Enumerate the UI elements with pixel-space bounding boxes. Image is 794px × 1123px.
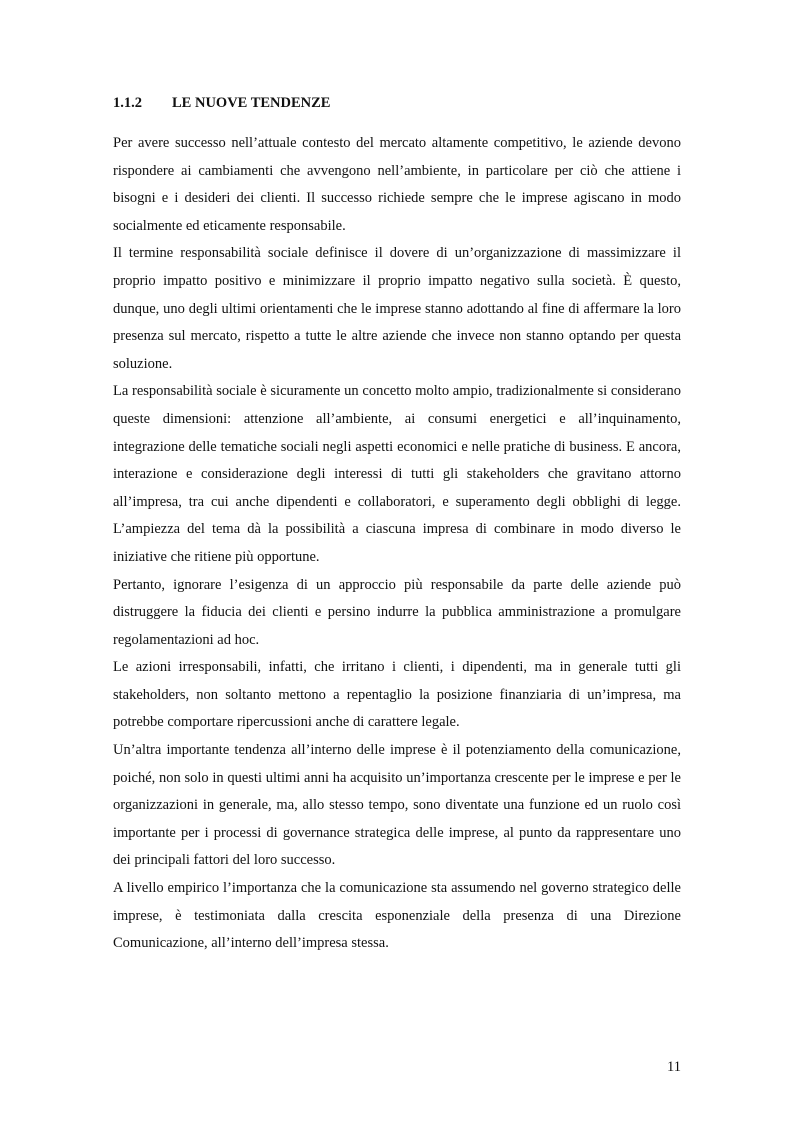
page-number: 11 bbox=[667, 1059, 681, 1075]
paragraph: La responsabilità sociale è sicuramente un concetto molto ampio, tradizionalmente si considerano queste dimensioni: attenzione all’ambiente, ai consumi energetici e all’inquinamento, integrazione delle tematiche sociali negli aspetti economici e nelle pratiche di business. E ancora, interazione e considerazione degli interessi di tutti gli stakeholders che gravitano attorno all’impresa, tra cui anche dipendenti e collaboratori, e superamento degli obblighi di legge. L’ampiezza del tema dà la possibilità a ciascuna impresa di combinare in modo diverso le iniziative che ritiene più opportune. bbox=[113, 383, 681, 565]
paragraph: Per avere successo nell’attuale contesto del mercato altamente competitivo, le aziende devono rispondere ai cambiamenti che avvengono nell’ambiente, in particolare per ciò che attiene i bisogni e i desideri dei clienti. Il successo richiede sempre che le imprese agiscano in modo socialmente ed eticamente responsabile. bbox=[113, 135, 681, 234]
section-title: LE NUOVE TENDENZE bbox=[172, 95, 331, 111]
body-text bbox=[113, 130, 681, 958]
section-heading bbox=[113, 92, 681, 114]
paragraph: A livello empirico l’importanza che la comunicazione sta assumendo nel governo strategico delle imprese, è testimoniata dalla crescita esponenziale della presenza di una Direzione Comunicazione, all’interno dell’impresa stessa. bbox=[113, 880, 681, 952]
section-number: 1.1.2 bbox=[113, 95, 142, 111]
paragraph: Pertanto, ignorare l’esigenza di un approccio più responsabile da parte delle aziende può distruggere la fiducia dei clienti e persino indurre la pubblica amministrazione a promulgare regolamentazioni ad hoc. bbox=[113, 576, 681, 648]
paragraph: Il termine responsabilità sociale definisce il dovere di un’organizzazione di massimizzare il proprio impatto positivo e minimizzare il proprio impatto negativo sulla società. È questo, dunque, uno degli ultimi orientamenti che le imprese stanno adottando al fine di affermare la loro presenza sul mercato, rispetto a tutte le altre aziende che invece non stanno optando per questa soluzione. bbox=[113, 245, 681, 372]
paragraph: Un’altra importante tendenza all’interno delle imprese è il potenziamento della comunicazione, poiché, non solo in questi ultimi anni ha acquisito un’importanza crescente per le imprese e per le organizzazioni in generale, ma, allo stesso tempo, sono diventate una funzione ed un ruolo così importante per i processi di governance strategica delle imprese, al punto da rappresentare uno dei principali fattori del loro successo. bbox=[113, 742, 681, 869]
paragraph: Le azioni irresponsabili, infatti, che irritano i clienti, i dipendenti, ma in generale tutti gli stakeholders, non soltanto mettono a repentaglio la posizione finanziaria di un’impresa, ma potrebbe comportare ripercussioni anche di carattere legale. bbox=[113, 659, 681, 731]
